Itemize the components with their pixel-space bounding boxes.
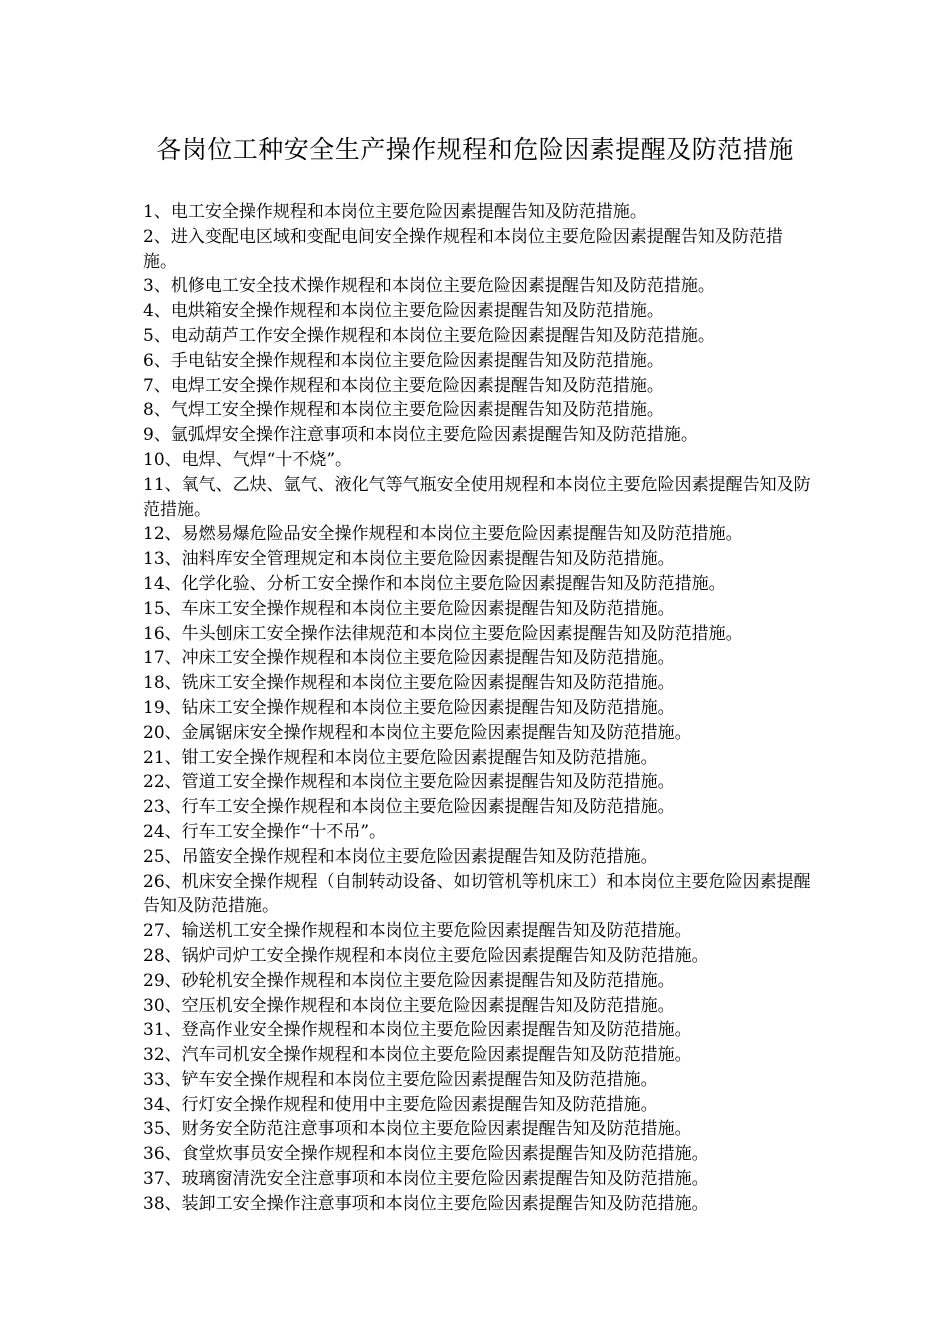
list-item: 26、机床安全操作规程（自制转动设备、如切管机等机床工）和本岗位主要危险因素提醒告知及防范措施。 bbox=[143, 871, 811, 917]
procedure-list bbox=[143, 200, 815, 1217]
list-item: 13、油料库安全管理规定和本岗位主要危险因素提醒告知及防范措施。 bbox=[143, 549, 675, 570]
list-item: 36、食堂炊事员安全操作规程和本岗位主要危险因素提醒告知及防范措施。 bbox=[143, 1144, 709, 1165]
list-item: 19、钻床工安全操作规程和本岗位主要危险因素提醒告知及防范措施。 bbox=[143, 697, 675, 718]
list-item: 2、进入变配电区域和变配电间安全操作规程和本岗位主要危险因素提醒告知及防范措施。 bbox=[143, 226, 783, 272]
list-item: 15、车床工安全操作规程和本岗位主要危险因素提醒告知及防范措施。 bbox=[143, 598, 675, 619]
list-item: 12、易燃易爆危险品安全操作规程和本岗位主要危险因素提醒告知及防范措施。 bbox=[143, 524, 743, 545]
list-item: 5、电动葫芦工作安全操作规程和本岗位主要危险因素提醒告知及防范措施。 bbox=[143, 325, 715, 346]
list-item: 9、氩弧焊安全操作注意事项和本岗位主要危险因素提醒告知及防范措施。 bbox=[143, 425, 698, 446]
list-item: 17、冲床工安全操作规程和本岗位主要危险因素提醒告知及防范措施。 bbox=[143, 648, 675, 669]
list-item: 14、化学化验、分析工安全操作和本岗位主要危险因素提醒告知及防范措施。 bbox=[143, 573, 726, 594]
list-item: 37、玻璃窗清洗安全注意事项和本岗位主要危险因素提醒告知及防范措施。 bbox=[143, 1169, 709, 1190]
list-item: 24、行车工安全操作“十不吊”。 bbox=[143, 821, 387, 842]
list-item: 4、电烘箱安全操作规程和本岗位主要危险因素提醒告知及防范措施。 bbox=[143, 301, 664, 322]
list-item: 23、行车工安全操作规程和本岗位主要危险因素提醒告知及防范措施。 bbox=[143, 797, 675, 818]
list-item: 16、牛头刨床工安全操作法律规范和本岗位主要危险因素提醒告知及防范措施。 bbox=[143, 623, 743, 644]
list-item: 33、铲车安全操作规程和本岗位主要危险因素提醒告知及防范措施。 bbox=[143, 1069, 658, 1090]
list-item: 6、手电钻安全操作规程和本岗位主要危险因素提醒告知及防范措施。 bbox=[143, 350, 664, 371]
list-item: 25、吊篮安全操作规程和本岗位主要危险因素提醒告知及防范措施。 bbox=[143, 846, 658, 867]
list-item: 38、装卸工安全操作注意事项和本岗位主要危险因素提醒告知及防范措施。 bbox=[143, 1193, 709, 1214]
list-item: 11、氧气、乙炔、氩气、液化气等气瓶安全使用规程和本岗位主要危险因素提醒告知及防范措施。 bbox=[143, 474, 811, 520]
list-item: 18、铣床工安全操作规程和本岗位主要危险因素提醒告知及防范措施。 bbox=[143, 673, 675, 694]
list-item: 1、电工安全操作规程和本岗位主要危险因素提醒告知及防范措施。 bbox=[143, 202, 647, 222]
list-item: 22、管道工安全操作规程和本岗位主要危险因素提醒告知及防范措施。 bbox=[143, 772, 675, 793]
list-item: 31、登高作业安全操作规程和本岗位主要危险因素提醒告知及防范措施。 bbox=[143, 1020, 692, 1041]
list-item: 34、行灯安全操作规程和使用中主要危险因素提醒告知及防范措施。 bbox=[143, 1094, 658, 1115]
list-item: 27、输送机工安全操作规程和本岗位主要危险因素提醒告知及防范措施。 bbox=[143, 921, 692, 942]
list-item: 21、钳工安全操作规程和本岗位主要危险因素提醒告知及防范措施。 bbox=[143, 747, 658, 768]
list-item: 35、财务安全防范注意事项和本岗位主要危险因素提醒告知及防范措施。 bbox=[143, 1119, 692, 1140]
list-item: 7、电焊工安全操作规程和本岗位主要危险因素提醒告知及防范措施。 bbox=[143, 375, 664, 396]
list-item: 28、锅炉司炉工安全操作规程和本岗位主要危险因素提醒告知及防范措施。 bbox=[143, 945, 709, 966]
document-title: 各岗位工种安全生产操作规程和危险因素提醒及防范措施 bbox=[156, 135, 794, 164]
list-item: 8、气焊工安全操作规程和本岗位主要危险因素提醒告知及防范措施。 bbox=[143, 400, 664, 421]
list-item: 29、砂轮机安全操作规程和本岗位主要危险因素提醒告知及防范措施。 bbox=[143, 970, 675, 991]
list-item: 32、汽车司机安全操作规程和本岗位主要危险因素提醒告知及防范措施。 bbox=[143, 1045, 692, 1066]
list-item: 10、电焊、气焊“十不烧”。 bbox=[143, 449, 353, 470]
list-item: 20、金属锯床安全操作规程和本岗位主要危险因素提醒告知及防范措施。 bbox=[143, 722, 692, 743]
list-item: 3、机修电工安全技术操作规程和本岗位主要危险因素提醒告知及防范措施。 bbox=[143, 276, 715, 297]
list-item: 30、空压机安全操作规程和本岗位主要危险因素提醒告知及防范措施。 bbox=[143, 995, 675, 1016]
